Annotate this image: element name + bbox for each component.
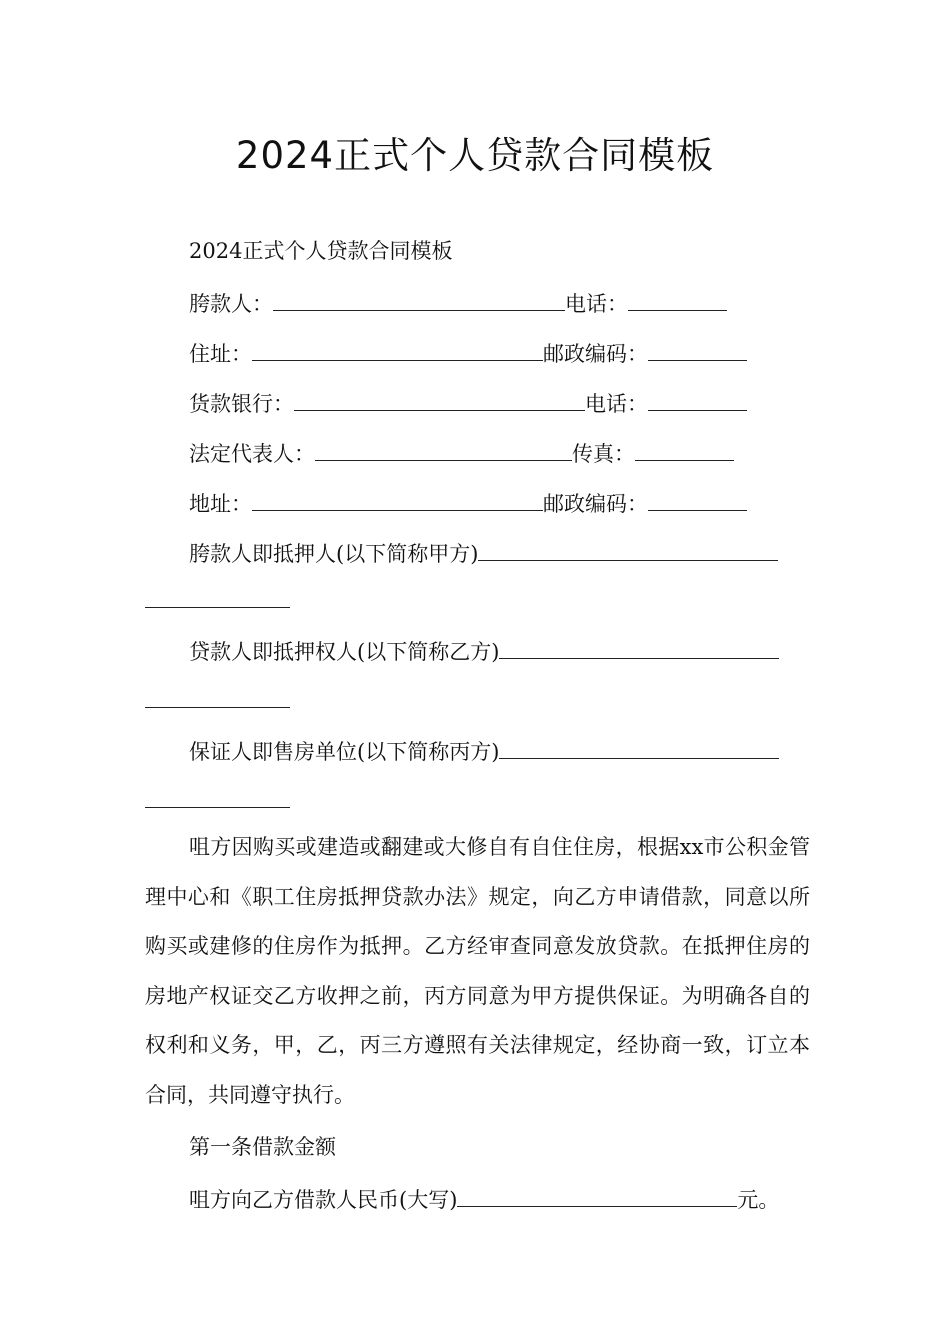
postcode-label-2: 邮政编码： <box>543 492 648 516</box>
party-a-label: 胯款人即抵押人(以下简称甲方) <box>189 542 479 566</box>
party-b-blank-continued[interactable] <box>145 707 290 708</box>
article-1-text-after: 元。 <box>737 1188 780 1212</box>
postcode-blank-2[interactable] <box>648 486 747 511</box>
article-1-text-before: 咀方向乙方借款人民币(大写) <box>189 1188 458 1212</box>
party-b-blank[interactable] <box>499 634 779 659</box>
legal-rep-label: 法定代表人： <box>189 442 315 466</box>
article-1-amount-row <box>189 1182 779 1212</box>
legal-rep-blank[interactable] <box>315 436 572 461</box>
borrower-blank[interactable] <box>273 286 565 311</box>
phone-label-1: 电话： <box>565 292 628 316</box>
phone-blank-2[interactable] <box>648 386 747 411</box>
address-label-2: 地址： <box>189 492 252 516</box>
document-subtitle: 2024正式个人贷款合同模板 <box>189 239 453 263</box>
postcode-blank-1[interactable] <box>648 336 747 361</box>
bank-row <box>189 386 747 416</box>
bank-label: 货款银行： <box>189 392 294 416</box>
fax-label: 传真： <box>572 442 635 466</box>
postcode-label-1: 邮政编码： <box>543 342 648 366</box>
phone-blank-1[interactable] <box>628 286 727 311</box>
party-c-blank[interactable] <box>499 734 779 759</box>
party-c-row <box>189 734 779 764</box>
borrower-row <box>189 286 727 316</box>
party-a-blank[interactable] <box>478 536 778 561</box>
address-blank-2[interactable] <box>252 486 543 511</box>
phone-label-2: 电话： <box>585 392 648 416</box>
party-b-row <box>189 634 779 664</box>
body-paragraph: 咀方因购买或建造或翻建或大修自有自住住房，根据xx市公积金管理中心和《职工住房抵押贷款办法》规定，向乙方申请借款，同意以所购买或建修的住房作为抵押。乙方经审查同意发放贷款。在抵押住房的房地产权证交乙方收押之前，丙方同意为甲方提供保证。为明确各自的权利和义务，甲，乙，丙三方遵照有关法律规定，经协商一致，订立本合同，共同遵守执行。 <box>145 835 810 1107</box>
address-row-1 <box>189 336 747 366</box>
address-label-1: 住址： <box>189 342 252 366</box>
party-b-label: 贷款人即抵押权人(以下简称乙方) <box>189 640 500 664</box>
legal-rep-row <box>189 436 734 466</box>
address-blank-1[interactable] <box>252 336 543 361</box>
loan-amount-blank[interactable] <box>457 1182 737 1207</box>
party-c-label: 保证人即售房单位(以下简称丙方) <box>189 740 500 764</box>
party-c-blank-continued[interactable] <box>145 807 290 808</box>
document-title: 2024正式个人贷款合同模板 <box>235 134 715 177</box>
bank-blank[interactable] <box>294 386 585 411</box>
fax-blank[interactable] <box>635 436 734 461</box>
address-row-2 <box>189 486 747 516</box>
party-a-blank-continued[interactable] <box>145 607 290 608</box>
article-1-heading: 第一条借款金额 <box>189 1135 336 1159</box>
party-a-row <box>189 536 778 566</box>
borrower-label: 胯款人： <box>189 292 273 316</box>
